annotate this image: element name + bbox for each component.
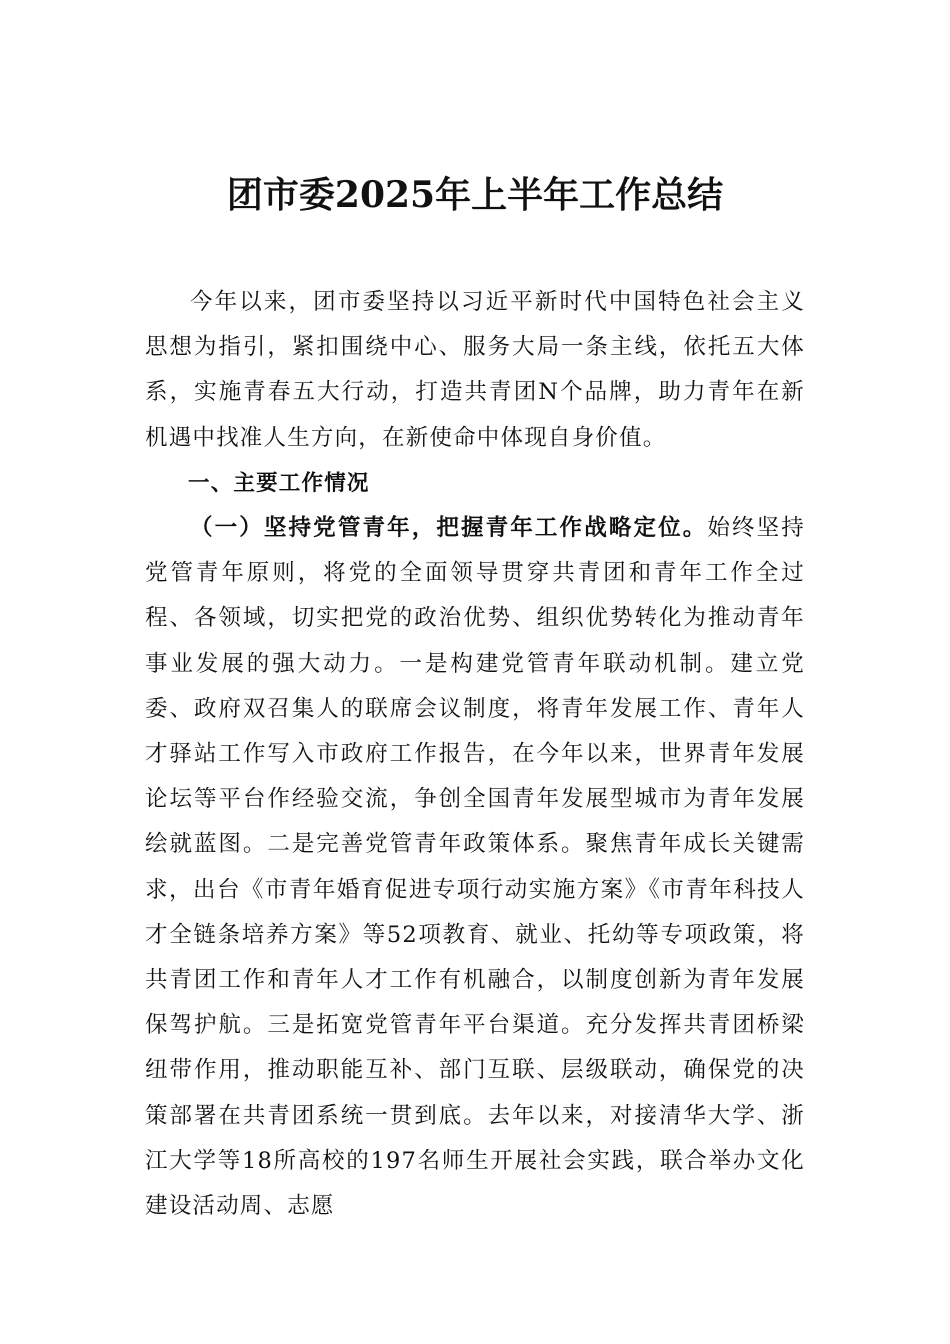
document-body [145,280,805,1229]
document-title: 团市委2025年上半年工作总结 [226,174,724,216]
section-heading: 一、主要工作情况 [188,470,370,496]
subsection-paragraph [145,506,805,1229]
subsection-lead: （一）坚持党管青年，把握青年工作战略定位。 [190,515,708,542]
intro-paragraph: 今年以来，团市委坚持以习近平新时代中国特色社会主义思想为指引，紧扣围绕中心、服务大局一条主线，依托五大体系，实施青春五大行动，打造共青团N个品牌，助力青年在新机遇中找准人生方向，在新使命中体现自身价值。 [145,289,805,451]
subsection-body: 始终坚持党管青年原则，将党的全面领导贯穿共青团和青年工作全过程、各领域，切实把党的政治优势、组织优势转化为推动青年事业发展的强大动力。一是构建党管青年联动机制。建立党委、政府双召集人的联席会议制度，将青年发展工作、青年人才驿站工作写入市政府工作报告，在今年以来，世界青年发展论坛等平台作经验交流，争创全国青年发展型城市为青年发展绘就蓝图。二是完善党管青年政策体系。聚焦青年成长关键需求，出台《市青年婚育促进专项行动实施方案》《市青年科技人才全链条培养方案》等52项教育、就业、托幼等专项政策，将共青团工作和青年人才工作有机融合，以制度创新为青年发展保驾护航。三是拓宽党管青年平台渠道。充分发挥共青团桥梁纽带作用，推动职能互补、部门互联、层级联动，确保党的决策部署在共青团系统一贯到底。去年以来，对接清华大学、浙江大学等18所高校的197名师生开展社会实践，联合举办文化建设活动周、志愿 [145,515,805,1220]
